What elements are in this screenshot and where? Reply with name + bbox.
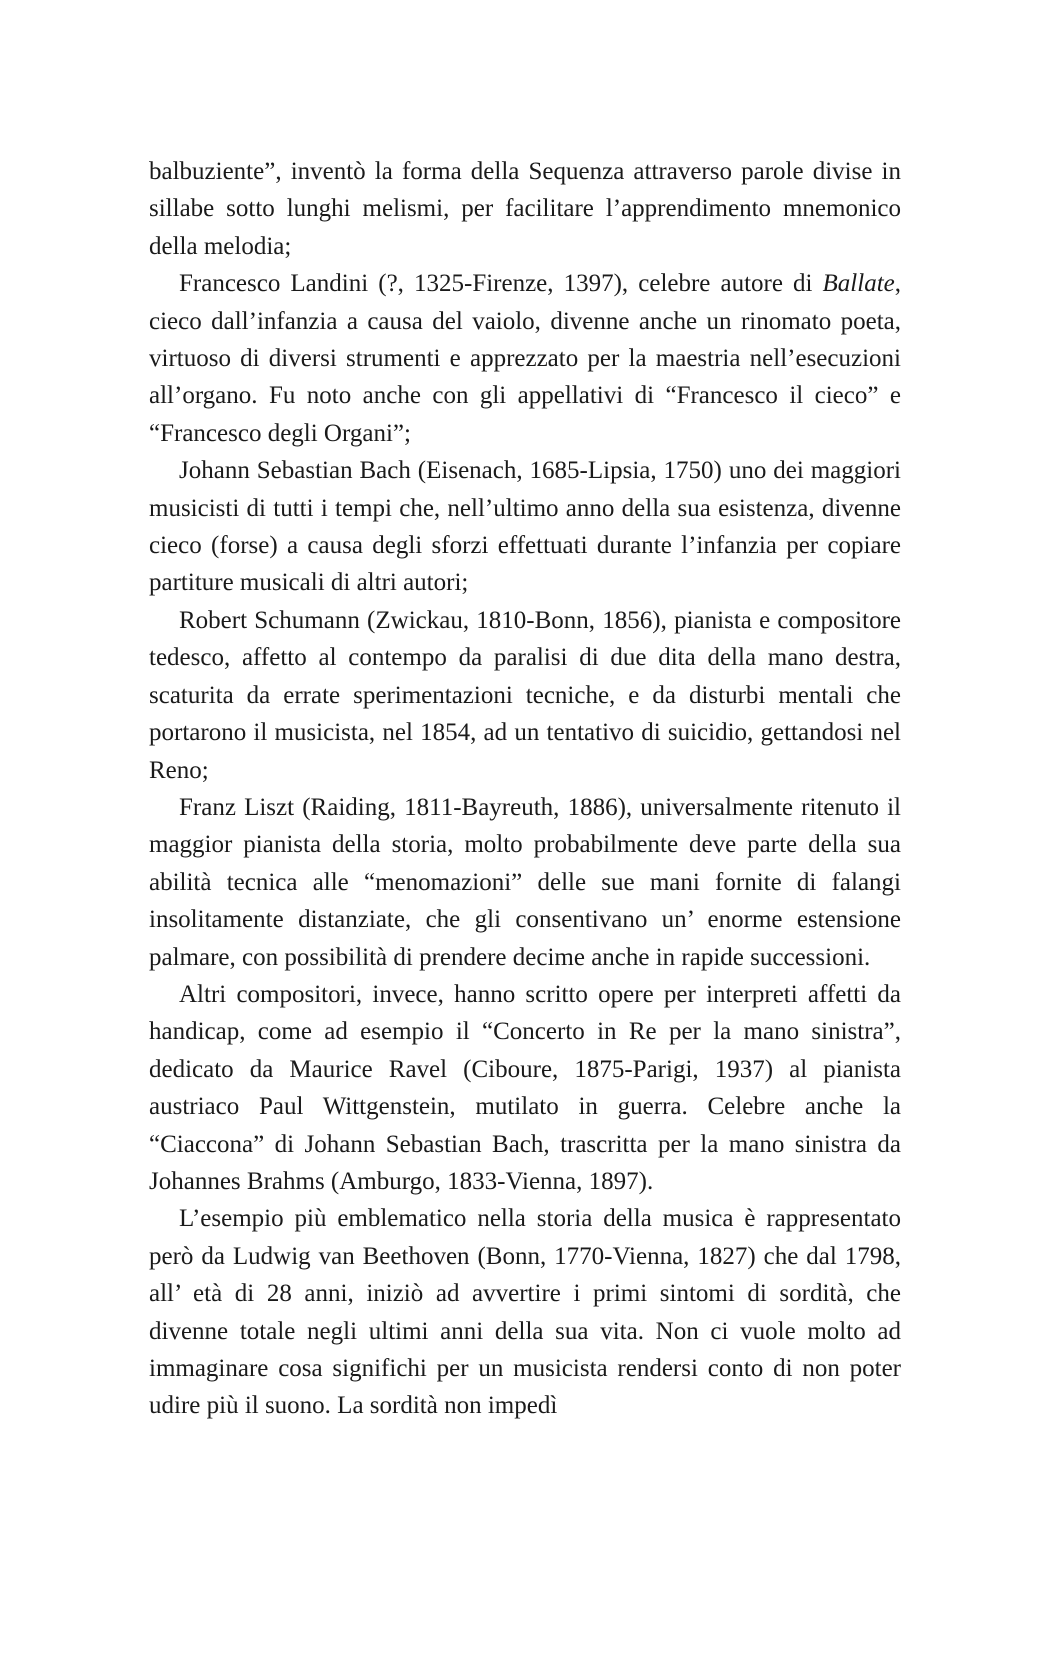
page-body (149, 153, 901, 1425)
paragraph-liszt: Franz Liszt (Raiding, 1811-Bayreuth, 1886), universalmente ritenuto il maggior pianista della storia, molto probabilmente deve parte della sua abilità tecnica alle “menomazioni” delle sue mani fornite di falangi insolitamente distanziate, che gli consentivano un’ enorme estensione palmare, con possibilità di prendere decime anche in rapide successioni. (149, 793, 901, 971)
paragraph-schumann: Robert Schumann (Zwickau, 1810-Bonn, 1856), pianista e compositore tedesco, affetto al contempo da paralisi di due dita della mano destra, scaturita da errate sperimentazioni tecniche, e da disturbi mentali che portarono il musicista, nel 1854, ad un tentativo di suicidio, gettandosi nel Reno; (149, 606, 901, 784)
landini-text-after: , cieco dall’infanzia a causa del vaiolo, divenne anche un rinomato poeta, virtuoso di diversi strumenti e apprezzato per la maestria nell’esecuzioni all’organo. Fu noto anche con gli appellativi di “Francesco il cieco” e “Francesco degli Organi”; (149, 270, 901, 447)
landini-ballate-italic: Ballate (822, 270, 895, 298)
paragraph-bach: Johann Sebastian Bach (Eisenach, 1685-Lipsia, 1750) uno dei maggiori musicisti di tutti i tempi che, nell’ultimo anno della sua esistenza, divenne cieco (forse) a causa degli sforzi effettuati durante l’infanzia per copiare partiture musicali di altri autori; (149, 457, 901, 597)
paragraph-beethoven: L’esempio più emblematico nella storia della musica è rappresentato però da Ludwig van Beethoven (Bonn, 1770-Vienna, 1827) che dal 1798, all’ età di 28 anni, iniziò ad avvertire i primi sintomi di sordità, che divenne totale negli ultimi anni della sua vita. Non ci vuole molto ad immaginare cosa significhi per un musicista rendersi conto di non poter udire più il suono. La sordità non impedì (149, 1205, 901, 1420)
paragraph-landini (149, 265, 901, 452)
paragraph-altri-compositori: Altri compositori, invece, hanno scritto opere per interpreti affetti da handicap, come ad esempio il “Concerto in Re per la mano sinistra”, dedicato da Maurice Ravel (Ciboure, 1875-Parigi, 1937) al pianista austriaco Paul Wittgenstein, mutilato in guerra. Celebre anche la “Ciaccona” di Johann Sebastian Bach, trascritta per la mano sinistra da Johannes Brahms (Amburgo, 1833-Vienna, 1897). (149, 980, 901, 1195)
paragraph-notker-continuation: balbuziente”, inventò la forma della Sequenza attraverso parole divise in sillabe sotto lunghi melismi, per facilitare l’apprendimento mnemonico della melodia; (149, 158, 901, 260)
landini-text-before: Francesco Landini (?, 1325-Firenze, 1397), celebre autore di (179, 270, 823, 298)
